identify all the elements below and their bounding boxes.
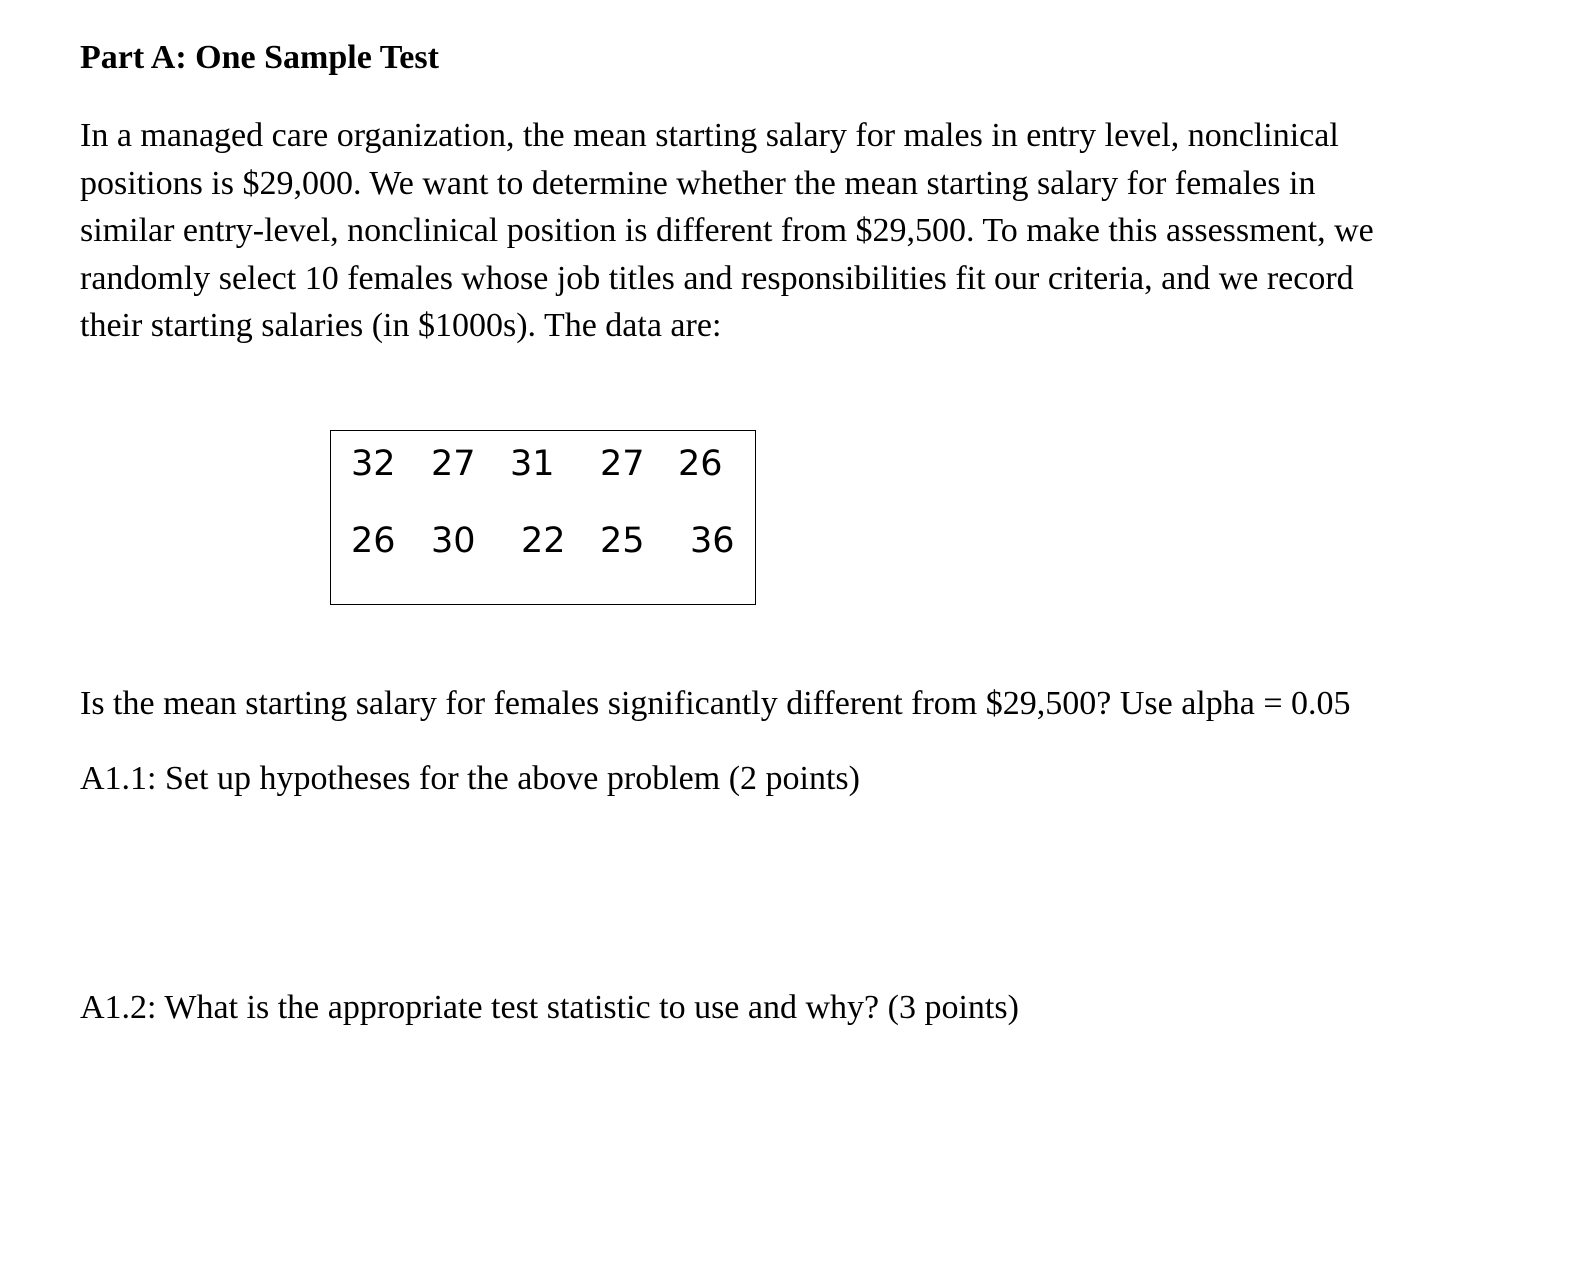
data-row [331, 439, 755, 489]
question-a1-1: A1.1: Set up hypotheses for the above problem (2 points) [80, 760, 860, 797]
data-value: 22 [521, 521, 566, 561]
data-value: 36 [690, 521, 735, 561]
description-line: similar entry-level, nonclinical position is different from $29,500. To make this assessment, we [80, 212, 1374, 249]
data-row [331, 516, 755, 566]
data-value: 30 [431, 521, 476, 561]
data-value: 25 [600, 521, 645, 561]
description-line: randomly select 10 females whose job titles and responsibilities fit our criteria, and we record [80, 259, 1354, 297]
data-value: 31 [510, 444, 555, 484]
problem-description [80, 112, 1500, 350]
data-value: 32 [351, 444, 396, 484]
main-question: Is the mean starting salary for females significantly different from $29,500? Use alpha = 0.05 [80, 685, 1351, 722]
question-a1-2: A1.2: What is the appropriate test statistic to use and why? (3 points) [80, 989, 1019, 1026]
section-heading: Part A: One Sample Test [80, 39, 439, 76]
data-value: 27 [600, 444, 645, 484]
data-value: 27 [431, 444, 476, 484]
salary-data-box [330, 430, 756, 605]
data-value: 26 [351, 521, 396, 561]
description-line: positions is $29,000. We want to determine whether the mean starting salary for females in [80, 164, 1316, 202]
data-value: 26 [678, 444, 723, 484]
description-line: In a managed care organization, the mean starting salary for males in entry level, nonclinical [80, 117, 1339, 154]
description-line: their starting salaries (in $1000s). The data are: [80, 307, 722, 344]
